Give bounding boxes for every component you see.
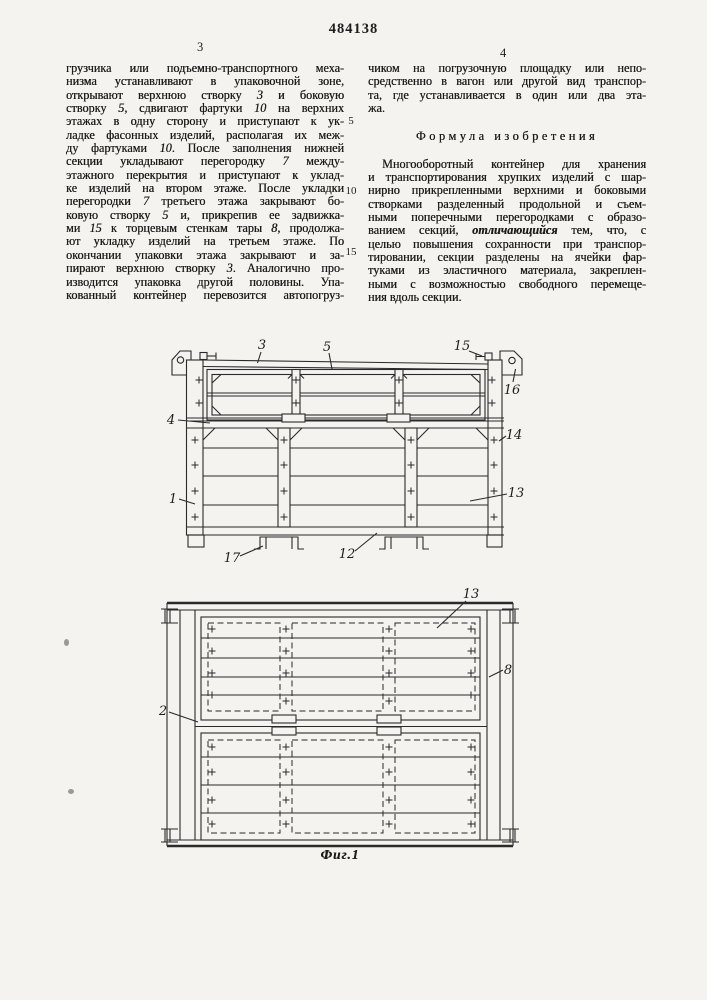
text-line [66, 115, 344, 128]
text-segment: створку [66, 102, 119, 116]
text-segment: створками разделенный продольной и съем- [368, 197, 646, 211]
reference-numeral: 10 [159, 142, 172, 156]
fig1-linework [172, 351, 522, 556]
text-segment: грузчика или подъемно-транспортного меха- [66, 62, 344, 75]
text-segment: ными поперечными перегородками с образо- [368, 211, 646, 225]
text-line [368, 171, 646, 184]
reference-numeral: 7 [282, 155, 289, 169]
text-segment: перегородки [66, 195, 143, 209]
figure2-plan-view-drawing [155, 583, 540, 855]
reference-numeral: 3 [226, 262, 233, 276]
text-line [368, 75, 646, 88]
text-segment: низма устанавливают в упаковочной зоне, [66, 75, 344, 89]
text-segment: жа. [368, 102, 385, 116]
margin-line-number-10: 10 [345, 185, 357, 197]
fig2-label-13: 13 [462, 587, 480, 602]
text-segment: ванием секций, [368, 224, 473, 238]
figure1-front-view-drawing [155, 336, 540, 588]
text-segment: этажного перекрытия и приступают к уклад- [66, 168, 344, 182]
text-segment: нирно прикрепленными верхними и боковыми [368, 184, 646, 198]
fig1-label-17: 17 [223, 551, 241, 566]
text-segment: тировании, секции разделены на ячейки фар- [368, 251, 646, 265]
text-line [66, 222, 344, 235]
text-segment: . После заполнения нижней [171, 142, 344, 156]
reference-numeral: 10 [254, 102, 267, 116]
text-line [66, 289, 344, 302]
fig1-label-4: 4 [166, 413, 176, 428]
text-line [368, 198, 646, 211]
text-segment: ми [66, 222, 90, 236]
text-segment: ковую створку [66, 208, 163, 222]
text-segment: и, прикрепив ее задвижка- [168, 208, 344, 222]
text-line [66, 89, 344, 102]
text-line [66, 129, 344, 142]
text-segment: тем, что, с [557, 224, 646, 238]
text-segment: ния вдоль секции. [368, 291, 462, 305]
text-segment: кованный контейнер перевозится автопогруз- [66, 288, 344, 302]
text-line [368, 89, 646, 102]
text-segment: секции укладывают перегородку [66, 155, 283, 169]
margin-line-number-5: 5 [348, 115, 354, 127]
text-line [368, 224, 646, 237]
text-line [66, 195, 344, 208]
fig1-label-15: 15 [453, 339, 471, 354]
text-segment: этажах в одну сторону и приступают к ук- [66, 115, 344, 129]
fig2-linework [161, 601, 519, 846]
claims-heading: Формула изобретения [415, 129, 599, 144]
text-segment: , продолжа- [277, 222, 344, 236]
fig1-label-1: 1 [168, 492, 178, 507]
text-segment: ют укладку изделий на третьем этаже. По [66, 235, 344, 249]
fig2-label-2: 2 [158, 704, 168, 719]
text-segment: средственно в вагон или другой вид транспор- [368, 75, 646, 89]
text-segment: туками из эластичного материала, закреплен- [368, 264, 646, 278]
text-line [66, 142, 344, 155]
reference-numeral: 5 [118, 102, 125, 116]
fig1-label-16: 16 [503, 383, 521, 398]
right-text-column [368, 62, 646, 305]
reference-numeral: отличающийся [472, 224, 558, 238]
text-line [368, 238, 646, 251]
text-line [66, 155, 344, 168]
text-line [368, 158, 646, 171]
text-segment: к торцевым стенкам тары [101, 222, 272, 236]
text-line [368, 62, 646, 75]
text-segment: изводится упаковка другой половины. Упа- [66, 275, 344, 289]
text-segment: между- [288, 155, 344, 169]
text-segment: ладке фасонных изделий, располагая их меж- [66, 128, 344, 142]
text-segment: Многооборотный контейнер для хранения [382, 157, 646, 171]
text-segment: и транспортирования хрупких изделий с шар- [368, 171, 646, 185]
text-segment: ке изделий на втором этаже. После укладки [66, 182, 344, 196]
fig1-label-12: 12 [338, 547, 356, 562]
column-number-left: 3 [197, 40, 204, 54]
text-line [66, 102, 344, 115]
claims-paragraph [368, 158, 646, 305]
text-segment: и боковую [262, 88, 344, 102]
text-line [66, 169, 344, 182]
text-line [66, 62, 344, 75]
text-line [66, 75, 344, 88]
text-segment: ными с возможностью свободного перемеще- [368, 277, 646, 291]
text-line [368, 211, 646, 224]
reference-numeral: 7 [142, 195, 150, 209]
text-line [66, 276, 344, 289]
text-line [66, 182, 344, 195]
text-segment: та, где устанавливается в один или два эта- [368, 88, 646, 102]
text-segment: чиком на погрузочную площадку или непо- [368, 62, 646, 75]
reference-numeral: 3 [256, 88, 263, 102]
fig1-label-14: 14 [505, 428, 523, 443]
text-line [66, 209, 344, 222]
fig2-label-8: 8 [503, 663, 513, 678]
text-line [368, 251, 646, 264]
text-line [368, 102, 646, 115]
scan-speck [68, 789, 74, 794]
fig1-label-5: 5 [322, 340, 332, 355]
text-line [368, 278, 646, 291]
left-text-column [66, 62, 344, 302]
text-line [66, 235, 344, 248]
text-segment: окончании упаковки этажа закрывают и за- [66, 248, 344, 262]
right-column-paragraph [368, 62, 646, 115]
fig1-label-3: 3 [257, 338, 267, 353]
text-segment: открывают верхнюю створку [66, 88, 257, 102]
text-segment: целью повышения сохранности при транспор- [368, 237, 646, 251]
reference-numeral: 8 [271, 222, 278, 236]
column-number-right: 4 [500, 46, 507, 60]
text-line [368, 184, 646, 197]
text-line [368, 291, 646, 304]
margin-line-number-15: 15 [345, 246, 357, 258]
fig1-label-13: 13 [507, 486, 525, 501]
text-segment: . Аналогично про- [232, 262, 344, 276]
reference-numeral: 15 [89, 222, 102, 236]
text-line [66, 249, 344, 262]
text-segment: ду фартуками [66, 142, 160, 156]
reference-numeral: 5 [162, 208, 169, 222]
text-segment: на верхних [266, 102, 344, 116]
figure-caption: Фиг.1 [320, 847, 360, 862]
scan-speck [64, 639, 69, 646]
text-segment: , сдвигают фартуки [124, 102, 254, 116]
text-line [66, 262, 344, 275]
text-segment: пирают верхнюю створку [66, 262, 227, 276]
text-line [368, 264, 646, 277]
patent-number: 484138 [328, 21, 379, 37]
text-segment: третьего этажа закрывают бо- [149, 195, 344, 209]
